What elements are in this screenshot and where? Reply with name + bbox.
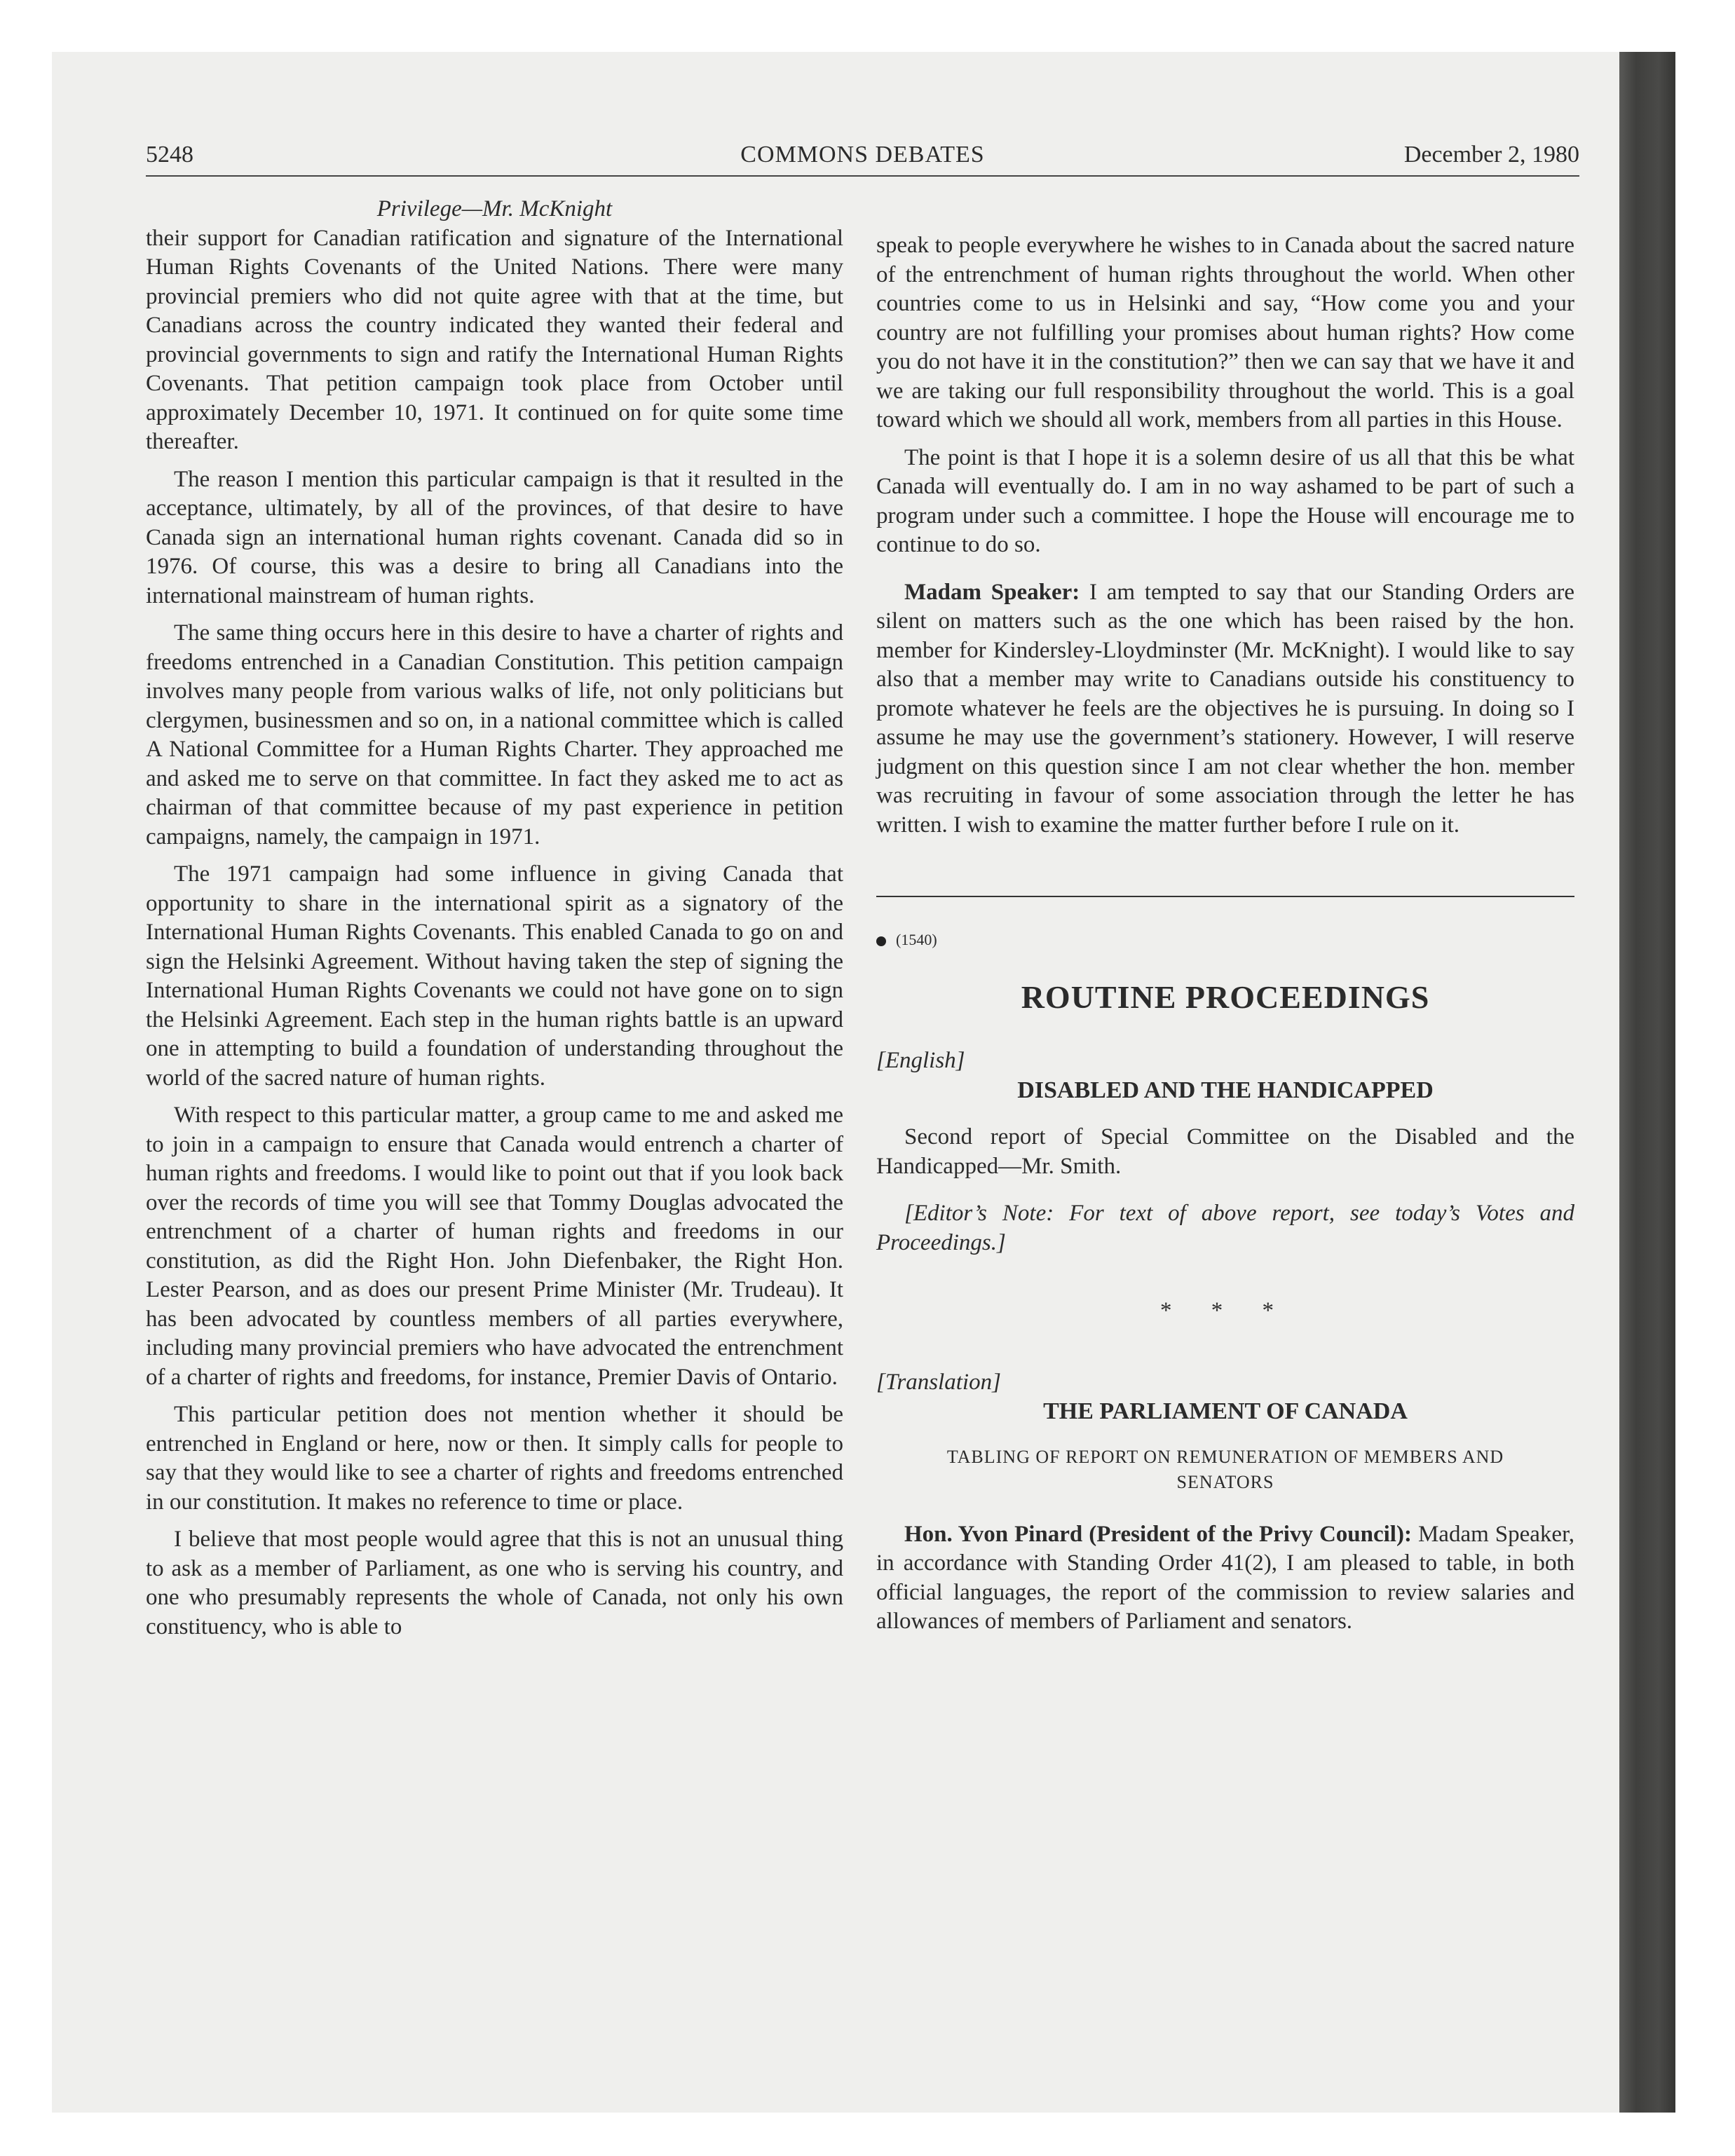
time-marker bbox=[876, 925, 1574, 955]
page-number: 5248 bbox=[146, 142, 193, 168]
running-head: Privilege—Mr. McKnight bbox=[376, 196, 613, 221]
publication-date: December 2, 1980 bbox=[1403, 142, 1579, 168]
paragraph: The same thing occurs here in this desire to have a charter of rights and freedoms entrenched in a Canadian Constitution. This petition campaign involves many people from various walks of life, not only politicians but clergymen, businessmen and so on, in a national committee which is called A National Committee for a Human Rights Charter. They approached me and asked me to serve on that committee. In fact they asked me to act as chairman of that committee because of my past experience in petition campaigns, namely, the campaign in 1971. bbox=[146, 620, 843, 850]
paragraph: This particular petition does not mention whether it should be entrenched in England or here, now or then. It simply calls for people to say that they would like to see a charter of rights and freedoms entrenched in our constitution. It makes no reference to time or place. bbox=[146, 1402, 843, 1515]
time-marker-text: (1540) bbox=[896, 931, 937, 948]
paragraph: speak to people everywhere he wishes to in Canada about the sacred nature of the entrenchment of human rights throughout the world. When other countries come to us in Helsinki and say, “How come you and your country are not fulfilling your promises about human rights? How come you do not have it in the constitution?” then we can say that we have it and we are taking our full responsibility throughout the world. This is a goal toward which we should all work, members from all parties in this House. bbox=[876, 233, 1574, 432]
section-separator bbox=[876, 896, 1574, 897]
paragraph: With respect to this particular matter, a group came to me and asked me to join in a campaign to ensure that Canada would entrench a charter of human rights and freedoms. I would like to point out that if you look back over the records of time you will see that Tommy Douglas advocated the entrenchment of a charter of human rights and freedoms in our constitution, as did the Right Hon. John Diefenbaker, the Right Hon. Lester Pearson, and as does our present Prime Minister (Mr. Trudeau). It has been advocated by countless members of all parties everywhere, including many provincial premiers who have advocated the entrenchment of a charter of rights and freedoms, for instance, Premier Davis of Ontario. bbox=[146, 1103, 843, 1390]
page-header bbox=[146, 142, 1579, 175]
section-title: ROUTINE PROCEEDINGS bbox=[1021, 978, 1430, 1015]
header-rule bbox=[146, 175, 1579, 177]
minister-paragraph bbox=[876, 1520, 1574, 1637]
language-tag: [Translation] bbox=[876, 1369, 1001, 1395]
paragraph: I believe that most people would agree that this is not an unusual thing to ask as a member of Parliament, as one who is serving his country, and one who presumably represents the whole of Canada, not only his own constituency, who is able to bbox=[146, 1527, 843, 1639]
editor-note: [Editor’s Note: For text of above report, see today’s Votes and Proceedings.] bbox=[876, 1201, 1574, 1255]
speaker-name: Madam Speaker: bbox=[904, 579, 1080, 605]
binding-edge bbox=[1619, 52, 1675, 2113]
paragraph: Second report of Special Committee on the Disabled and the Handicapped—Mr. Smith. bbox=[876, 1124, 1574, 1179]
paragraph: their support for Canadian ratification and signature of the International Human Rights Covenants of the United Nations. There were many provincial premiers who did not quite agree with that at the time, but Canadians across the country indicated they wanted their federal and provincial governments to sign and ratify the International Human Rights Covenants. That petition campaign took place from October until approximately December 10, 1971. It continued on for quite some time thereafter. bbox=[146, 225, 843, 454]
paragraph: The 1971 campaign had some influence in giving Canada that opportunity to share in the international spirit as a signatory of the International Human Rights Covenants. This enabled Canada to go on and sign the Helsinki Agreement. Without having taken the step of signing the International Human Rights Covenants we could not have gone on to sign the Helsinki Agreement. Each step in the human rights battle is an upward one in attempting to build a foundation of understanding throughout the world of the sacred nature of human rights. bbox=[146, 861, 843, 1091]
minister-text: Madam Speaker, in accordance with Standing Order 41(2), I am pleased to table, in both official languages, the report of the commission to review salaries and allowances of members of Parliament and senators. bbox=[876, 1521, 1574, 1634]
paragraph: The reason I mention this particular campaign is that it resulted in the acceptance, ultimately, by all of the provinces, of that desire to have Canada sign an international human rights covenant. Canada did so in 1976. Of course, this was a desire to bring all Canadians into the international mainstream of human rights. bbox=[146, 466, 843, 608]
section-stars: * * * bbox=[1160, 1298, 1291, 1323]
speaker-paragraph bbox=[876, 578, 1574, 840]
subsection-title: THE PARLIAMENT OF CANADA bbox=[1043, 1398, 1408, 1424]
publication-title: COMMONS DEBATES bbox=[740, 142, 985, 168]
paragraph: The point is that I hope it is a solemn desire of us all that this be what Canada will eventually do. I am in no way ashamed to be part of such a program under such a committee. I hope the House will encourage me to continue to do so. bbox=[876, 444, 1574, 557]
subsection-caption: TABLING OF REPORT ON REMUNERATION OF MEMBERS AND SENATORS bbox=[946, 1446, 1504, 1492]
language-tag: [English] bbox=[876, 1048, 965, 1073]
minister-name: Hon. Yvon Pinard (President of the Privy Council): bbox=[904, 1521, 1412, 1547]
subsection-title: DISABLED AND THE HANDICAPPED bbox=[1017, 1077, 1434, 1103]
speaker-text: I am tempted to say that our Standing Orders are silent on matters such as the one which has been raised by the hon. member for Kindersley-Lloydminster (Mr. McKnight). I would like to say also that a member may write to Canadians outside his constituency to promote whatever he feels are the objectives he is pursuing. In doing so I assume he may use the government’s stationery. However, I will reserve judgment on this question since I am not clear whether the hon. member was recruiting in favour of some association through the letter he has written. I wish to examine the matter further before I rule on it. bbox=[876, 579, 1575, 838]
right-column bbox=[876, 231, 1574, 1637]
left-column bbox=[146, 195, 843, 1642]
bullet-dot-icon bbox=[876, 936, 886, 946]
